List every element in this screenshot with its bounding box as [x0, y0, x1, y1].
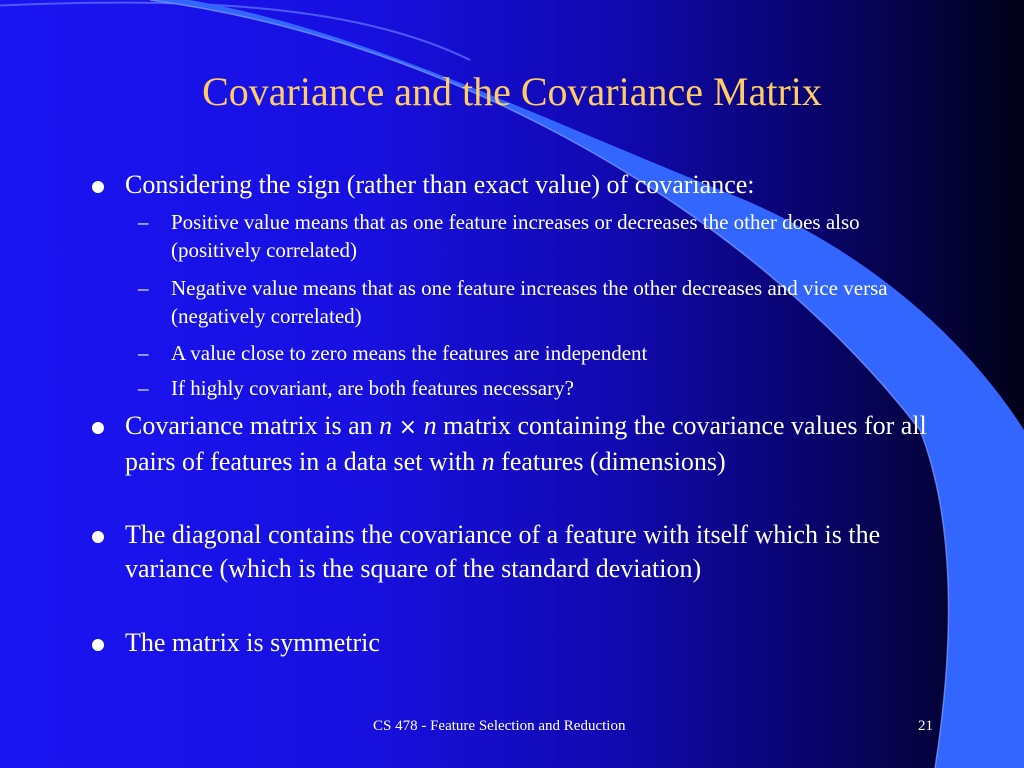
- sub-bullet-2: Negative value means that as one feature increases the other decreases and vice versa (negatively correlated): [171, 276, 888, 328]
- sub-bullet-1: Positive value means that as one feature increases or decreases the other does also (positively correlated): [171, 210, 860, 262]
- footer-course: CS 478 - Feature Selection and Reduction: [373, 718, 626, 734]
- sub-bullet-dash: –: [138, 376, 149, 400]
- bullet-dot: [92, 639, 104, 651]
- bullet-2-text-c: features (dimensions): [494, 447, 726, 476]
- footer-page-number: 21: [918, 718, 933, 734]
- sub-bullet-3: A value close to zero means the features are independent: [171, 341, 648, 365]
- sub-bullet-dash: –: [138, 341, 149, 365]
- bullet-2-text-b: matrix containing the covariance values for all pairs of features in a data set with: [125, 411, 927, 476]
- bullet-dot: [92, 422, 104, 434]
- bullet-3: The diagonal contains the covariance of a feature with itself which is the variance (which is the square of the standard deviation): [125, 520, 881, 583]
- sub-bullet-dash: –: [138, 210, 149, 234]
- bullet-4: The matrix is symmetric: [125, 628, 380, 657]
- variable-n: n: [379, 411, 393, 440]
- sub-bullet-4: If highly covariant, are both features necessary?: [171, 376, 574, 400]
- sub-bullet-dash: –: [138, 276, 149, 300]
- bullet-2: [125, 409, 940, 479]
- variable-n: n: [423, 411, 437, 440]
- variable-n: n: [481, 447, 495, 476]
- bullet-2-text-a: Covariance matrix is an: [125, 411, 380, 440]
- bullet-dot: [92, 531, 104, 543]
- bullet-dot: [92, 181, 104, 193]
- bullet-1: Considering the sign (rather than exact value) of covariance:: [125, 170, 755, 199]
- times-symbol: ×: [398, 415, 418, 440]
- slide-title: Covariance and the Covariance Matrix: [202, 69, 822, 114]
